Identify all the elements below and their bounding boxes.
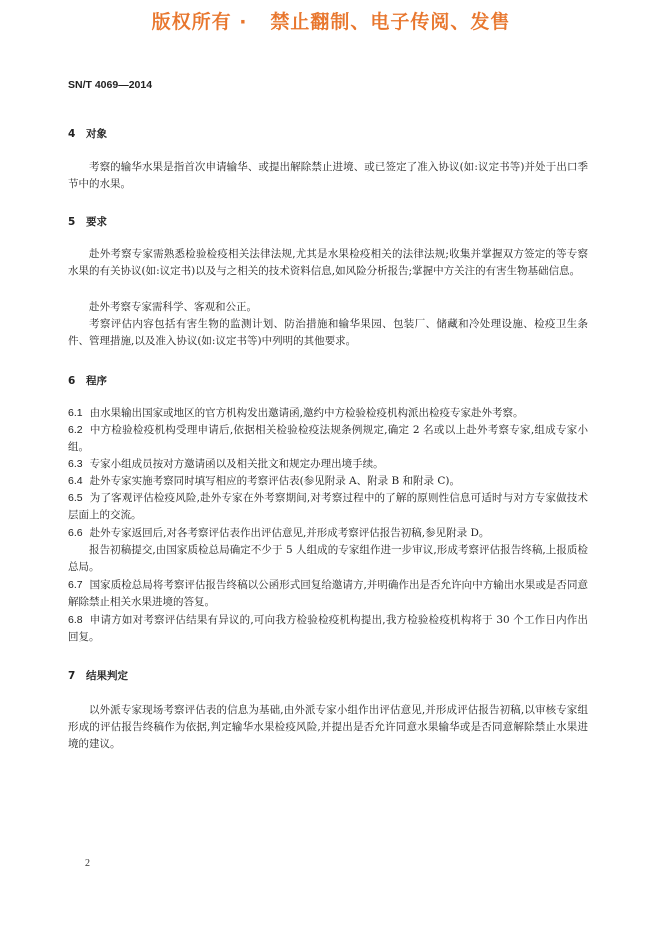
item-text: 赴外专家返回后,对各考察评估表作出评估意见,并形成考察评估报告初稿,参见附录 D。	[89, 527, 490, 539]
item-number: 6.7	[68, 579, 83, 591]
procedure-item	[68, 473, 588, 490]
section-4-paragraph: 考察的输华水果是指首次申请输华、或提出解除禁止进境、或已签定了准入协议(如:议定书等)并处于出口季节中的水果。	[68, 161, 588, 190]
item-text: 中方检验检疫机构受理申请后,依据相关检验检疫法规条例规定,确定 2 名或以上赴外考察专家,组成专家小组。	[68, 424, 588, 453]
procedure-item	[68, 422, 588, 456]
item-number: 6.4	[68, 475, 83, 487]
procedure-item	[68, 405, 588, 422]
item-number: 6.8	[68, 614, 83, 626]
section-5-paragraph-1: 赴外考察专家需熟悉检验检疫相关法律法规,尤其是水果检疫相关的法律法规;收集并掌握双方签定的等专察水果的有关协议(如:议定书)以及与之相关的技术资料信息,如风险分析报告;掌握中方关注的有害生物基础信息。	[68, 248, 588, 277]
item-text: 专家小组成员按对方邀请函以及相关批文和规定办理出境手续。	[89, 458, 384, 470]
item-number: 6.1	[68, 407, 83, 419]
section-title: 结果判定	[86, 670, 128, 682]
section-5-heading	[68, 214, 107, 229]
section-5-paragraph-3: 考察评估内容包括有害生物的监测计划、防治措施和输华果园、包装厂、储藏和冷处理设施、检疫卫生条件、管理措施,以及准入协议(如:议定书等)中列明的其他要求。	[68, 318, 588, 347]
section-6-heading	[68, 373, 107, 388]
item-text: 申请方如对考察评估结果有异议的,可向我方检验检疫机构提出,我方检验检疫机构将于 30 个工作日内作出回复。	[68, 614, 588, 643]
item-number: 6.3	[68, 458, 83, 470]
section-5-paragraph-2: 赴外考察专家需科学、客观和公正。	[89, 301, 257, 313]
item-text: 国家质检总局将考察评估报告终稿以公函形式回复给邀请方,并明确作出是否允许向中方输出水果或是否同意解除禁止相关水果进境的答复。	[68, 579, 588, 608]
procedure-item-continuation	[68, 542, 588, 576]
section-number: 5	[68, 216, 76, 228]
standard-number: SN/T 4069—2014	[68, 79, 153, 91]
section-7-heading	[68, 668, 128, 683]
item-number: 6.5	[68, 492, 83, 504]
procedure-item	[68, 612, 588, 646]
page-number: 2	[85, 858, 90, 869]
item-number: 6.6	[68, 527, 83, 539]
item-number: 6.2	[68, 424, 83, 436]
procedure-item	[68, 490, 588, 524]
copyright-watermark: 版权所有 · 禁止翻制、电子传阅、发售	[151, 11, 511, 33]
section-title: 对象	[86, 128, 107, 140]
section-number: 6	[68, 375, 76, 387]
section-number: 4	[68, 128, 76, 140]
procedure-item	[68, 456, 588, 473]
section-7-paragraph: 以外派专家现场考察评估表的信息为基础,由外派专家小组作出评估意见,并形成评估报告初稿,以审核专家组形成的评估报告终稿作为依据,判定输华水果检疫风险,并提出是否允许同意水果输华或是否同意解除禁止水果进境的建议。	[68, 704, 588, 750]
procedure-item	[68, 525, 588, 542]
item-text: 报告初稿提交,由国家质检总局确定不少于 5 人组成的专家组作进一步审议,形成考察评估报告终稿,上报质检总局。	[68, 544, 588, 573]
section-title: 程序	[86, 375, 107, 387]
section-4-heading	[68, 126, 107, 141]
item-text: 赴外专家实施考察同时填写相应的考察评估表(参见附录 A、附录 B 和附录 C)。	[89, 475, 460, 487]
procedure-item	[68, 577, 588, 611]
item-text: 为了客观评估检疫风险,赴外专家在外考察期间,对考察过程中的了解的原则性信息可适时与对方专家做技术层面上的交流。	[68, 492, 588, 521]
section-title: 要求	[86, 216, 107, 228]
item-text: 由水果输出国家或地区的官方机构发出邀请函,邀约中方检验检疫机构派出检疫专家赴外考察。	[89, 407, 524, 419]
section-number: 7	[68, 670, 76, 682]
